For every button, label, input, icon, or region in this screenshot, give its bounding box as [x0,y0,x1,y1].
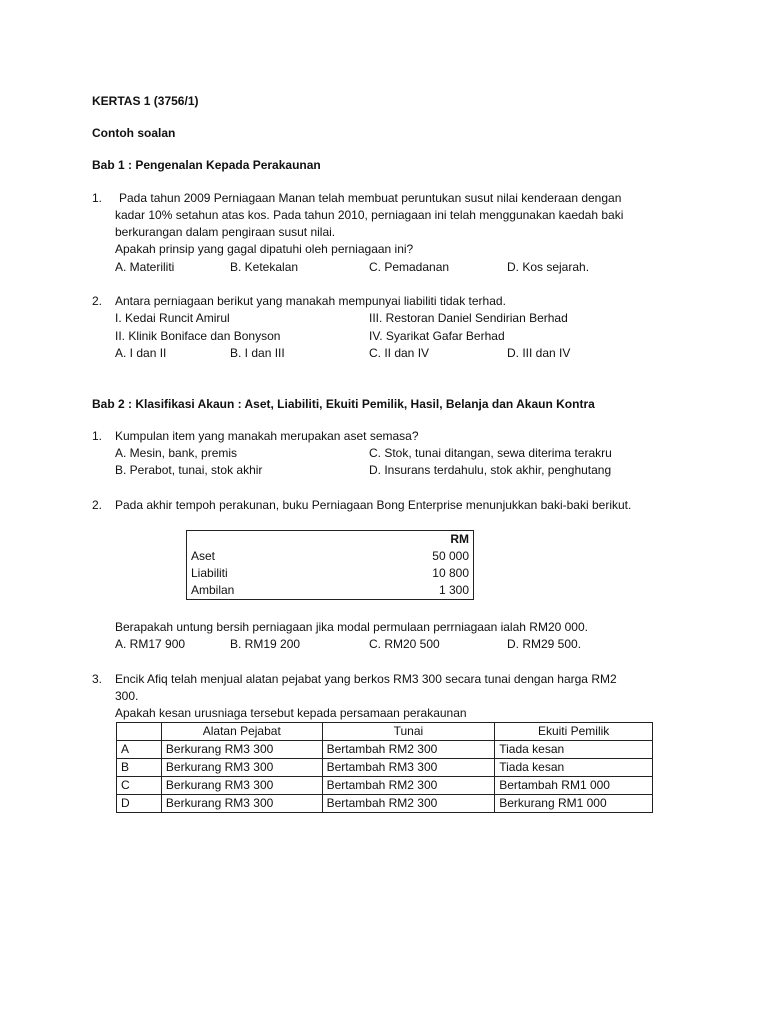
bab1-q2-item-iii: III. Restoran Daniel Sendirian Berhad [369,311,568,325]
bab1-q2-stem: Antara perniagaan berikut yang manakah mempunyai liabiliti tidak terhad. [115,294,506,308]
alatan-cell: Berkurang RM3 300 [161,759,322,777]
tunai-cell: Bertambah RM2 300 [322,741,495,759]
bab1-q1-line3: berkurangan dalam pengiraan susut nilai. [115,225,336,239]
bab1-q1-option-c: C. Pemadanan [369,260,450,274]
subtitle: Contoh soalan [92,126,176,140]
bab2-q3-line1: Encik Afiq telah menjual alatan pejabat yang berkos RM3 300 secara tunai dengan harga RM2 [115,672,617,686]
bab2-q1-option-a: A. Mesin, bank, premis [115,446,238,460]
balance-value: 50 000 [432,549,469,563]
option-letter: A [117,741,162,759]
balance-label: Aset [191,549,216,563]
bab1-q1-option-b: B. Ketekalan [230,260,299,274]
bab2-q3-line3: Apakah kesan urusniaga tersebut kepada persamaan perakaunan [115,706,467,720]
bab1-q2-item-i: I. Kedai Runcit Amirul [115,311,230,325]
tunai-cell: Bertambah RM3 300 [322,759,495,777]
ekuiti-cell: Tiada kesan [495,741,653,759]
bab1-q1-line1: Pada tahun 2009 Perniagaan Manan telah membuat peruntukan susut nilai kenderaan dengan [119,191,622,205]
tunai-cell: Bertambah RM2 300 [322,777,495,795]
bab2-q1-option-d: D. Insurans terdahulu, stok akhir, penghutang [369,463,612,477]
bab2-q3-line2: 300. [115,689,139,703]
alatan-cell: Berkurang RM3 300 [161,741,322,759]
bab1-q2-option-d: D. III dan IV [507,346,571,360]
bab1-q1-line4: Apakah prinsip yang gagal dipatuhi oleh perniagaan ini? [115,242,414,256]
bab1-q1-option-d: D. Kos sejarah. [507,260,590,274]
bab1-q2-item-ii: II. Klinik Boniface dan Bonyson [115,329,281,343]
ekuiti-cell: Berkurang RM1 000 [495,795,653,813]
balance-label: Liabiliti [191,566,228,580]
bab2-q2-stem: Pada akhir tempoh perakunan, buku Perniagaan Bong Enterprise menunjukkan baki-baki berikut. [115,498,632,512]
bab1-q2-item-iv: IV. Syarikat Gafar Berhad [369,329,505,343]
bab1-q2-option-c: C. II dan IV [369,346,430,360]
bab2-q2-number: 2. [92,498,103,512]
effects-table [116,722,653,813]
bab1-q2-option-a: A. I dan II [115,346,167,360]
balances-table-header [187,531,474,549]
bab1-title: Bab 1 : Pengenalan Kepada Perakaunan [92,158,321,172]
bab2-q2-option-c: C. RM20 500 [369,637,440,651]
bab2-q1-option-b: B. Perabot, tunai, stok akhir [115,463,263,477]
effects-header-tunai: Tunai [322,723,495,741]
paper-title: KERTAS 1 (3756/1) [92,94,199,108]
ekuiti-cell: Tiada kesan [495,759,653,777]
bab1-q1-option-a: A. Materiliti [115,260,175,274]
bab2-title: Bab 2 : Klasifikasi Akaun : Aset, Liabiliti, Ekuiti Pemilik, Hasil, Belanja dan Akaun Kontra [92,397,595,411]
bab2-q1-number: 1. [92,429,103,443]
option-letter: D [117,795,162,813]
alatan-cell: Berkurang RM3 300 [161,777,322,795]
effects-table-header [117,723,653,741]
bab1-q1-line2: kadar 10% setahun atas kos. Pada tahun 2010, perniagaan ini telah menggunakan kaedah baki [115,208,624,222]
ekuiti-cell: Bertambah RM1 000 [495,777,653,795]
option-letter: C [117,777,162,795]
balance-label: Ambilan [191,583,235,597]
table-row [117,777,653,795]
bab1-q1-number: 1. [92,191,103,205]
balances-table-blank [187,531,340,549]
bab2-q2-option-d: D. RM29 500. [507,637,582,651]
table-row [117,795,653,813]
balances-table [186,530,474,600]
bab2-q2-question: Berapakah untung bersih perniagaan jika modal permulaan perrniagaan ialah RM20 000. [115,620,588,634]
bab1-q2-number: 2. [92,294,103,308]
tunai-cell: Bertambah RM2 300 [322,795,495,813]
balance-value: 10 800 [432,566,469,580]
effects-header-ekuiti: Ekuiti Pemilik [495,723,653,741]
effects-header-alatan: Alatan Pejabat [161,723,322,741]
table-row [187,582,474,600]
bab1-q2-option-b: B. I dan III [230,346,285,360]
table-row [117,759,653,777]
bab2-q1-option-c: C. Stok, tunai ditangan, sewa diterima terakru [369,446,612,460]
bab2-q2-option-a: A. RM17 900 [115,637,186,651]
table-row [187,565,474,582]
bab2-q1-stem: Kumpulan item yang manakah merupakan aset semasa? [115,429,419,443]
effects-header-blank [117,723,162,741]
bab2-q3-number: 3. [92,672,103,686]
balances-table-rm-header: RM [450,532,469,546]
table-row [117,741,653,759]
bab2-q2-option-b: B. RM19 200 [230,637,301,651]
alatan-cell: Berkurang RM3 300 [161,795,322,813]
balance-value: 1 300 [438,583,469,597]
option-letter: B [117,759,162,777]
table-row [187,548,474,565]
